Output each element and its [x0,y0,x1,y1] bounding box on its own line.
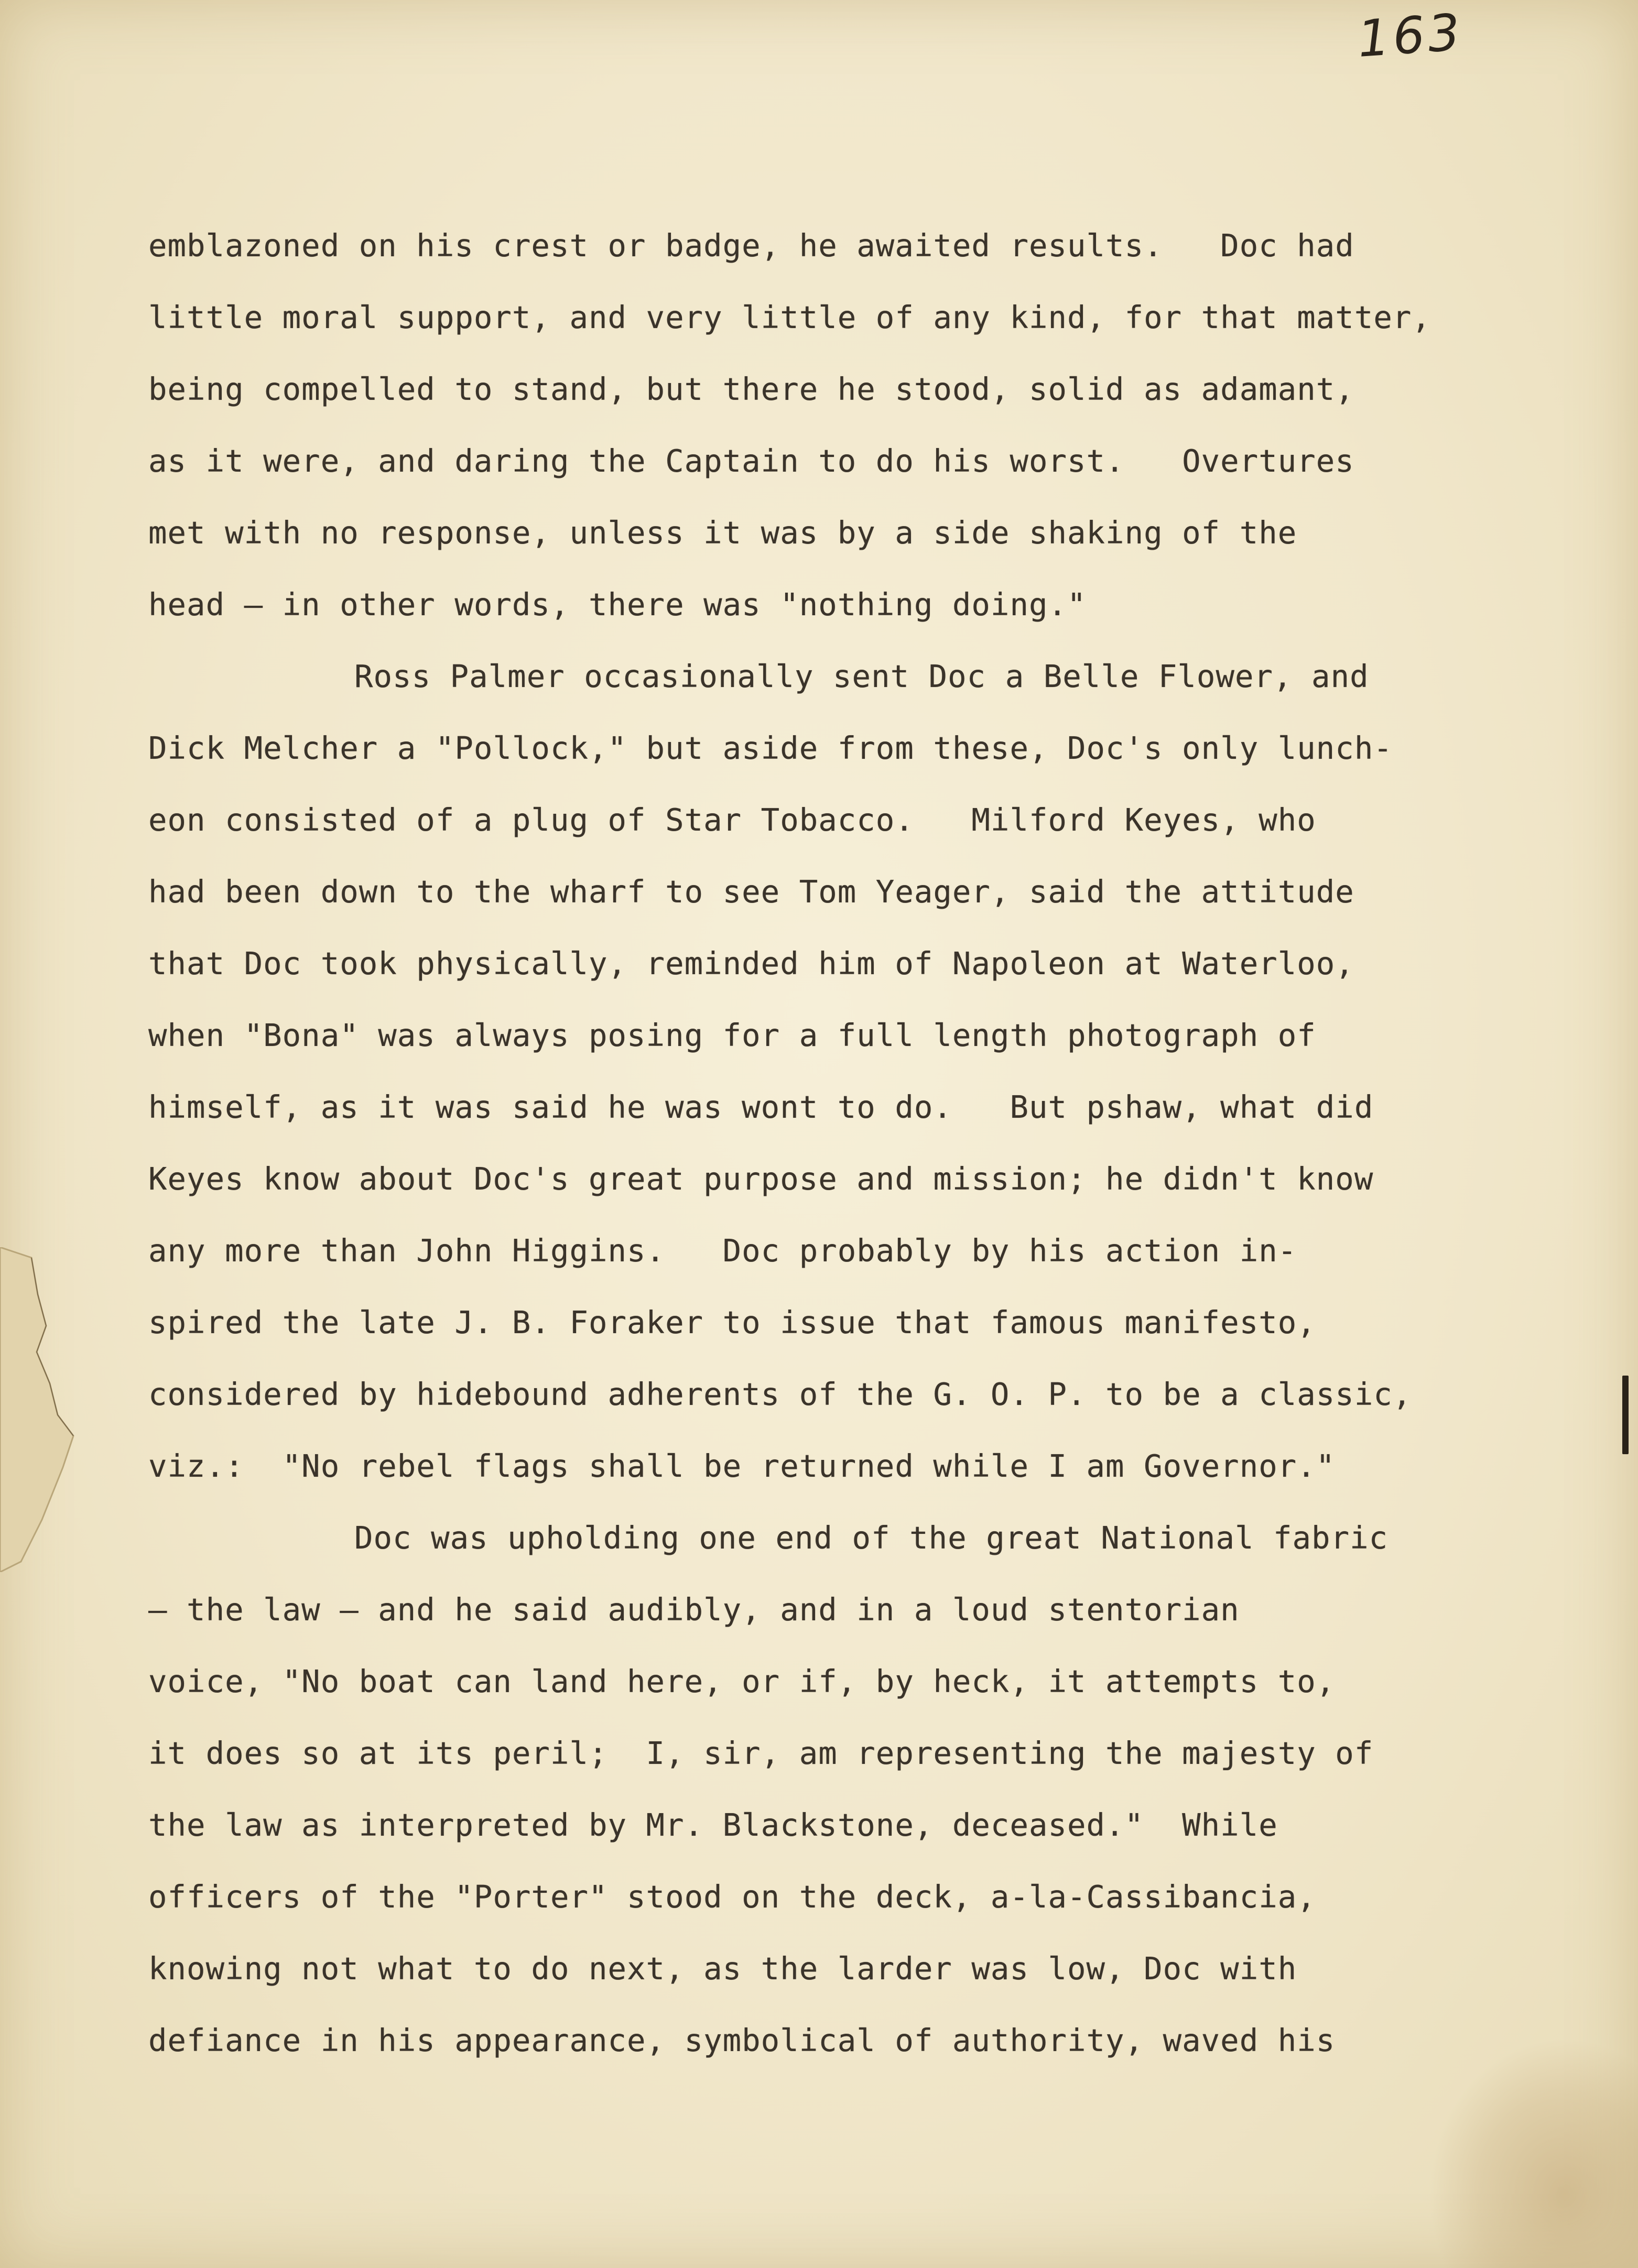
text-line: — the law — and he said audibly, and in a loud stentorian [148,1591,1240,1628]
text-line: viz.: "No rebel flags shall be returned while I am Governor." [148,1448,1336,1484]
text-line: Doc was upholding one end of the great National fabric [354,1520,1388,1556]
text-line: it does so at its peril; I, sir, am representing the majesty of [148,1735,1374,1771]
text-line: voice, "No boat can land here, or if, by heck, it attempts to, [148,1663,1336,1699]
text-line: himself, as it was said he was wont to do. But pshaw, what did [148,1089,1374,1125]
torn-edge [0,1247,79,1572]
text-line: eon consisted of a plug of Star Tobacco. Milford Keyes, who [148,802,1316,838]
text-line: any more than John Higgins. Doc probably by his action in- [148,1233,1297,1269]
text-line: considered by hidebound adherents of the G. O. P. to be a classic, [148,1376,1412,1412]
text-line: head — in other words, there was "nothing doing." [148,586,1087,623]
text-line: as it were, and daring the Captain to do his worst. Overtures [148,443,1354,479]
text-line: knowing not what to do next, as the larder was low, Doc with [148,1950,1297,1987]
text-line: defiance in his appearance, symbolical of authority, waved his [148,2022,1336,2058]
text-line: spired the late J. B. Foraker to issue that famous manifesto, [148,1304,1316,1340]
text-line: had been down to the wharf to see Tom Yeager, said the attitude [148,874,1354,910]
text-line: the law as interpreted by Mr. Blackstone, deceased." While [148,1807,1278,1843]
paragraph [148,210,1564,640]
text-line: emblazoned on his crest or badge, he awaited results. Doc had [148,227,1354,264]
text-line: that Doc took physically, reminded him of Napoleon at Waterloo, [148,945,1354,982]
text-line: Dick Melcher a "Pollock," but aside from these, Doc's only lunch- [148,730,1393,766]
edge-mark [1622,1376,1629,1454]
text-line: Keyes know about Doc's great purpose and mission; he didn't know [148,1161,1374,1197]
text-line: Ross Palmer occasionally sent Doc a Belle Flower, and [354,658,1369,694]
text-line: being compelled to stand, but there he stood, solid as adamant, [148,371,1354,407]
paragraph [148,640,1564,1502]
typed-text-body [148,210,1564,2076]
text-line: met with no response, unless it was by a side shaking of the [148,515,1297,551]
paragraph [148,1502,1564,2076]
text-line: little moral support, and very little of any kind, for that matter, [148,299,1431,335]
text-line: when "Bona" was always posing for a full length photograph of [148,1017,1316,1053]
page-number: 163 [1355,3,1465,69]
text-line: officers of the "Porter" stood on the deck, a-la-Cassibancia, [148,1879,1316,1915]
